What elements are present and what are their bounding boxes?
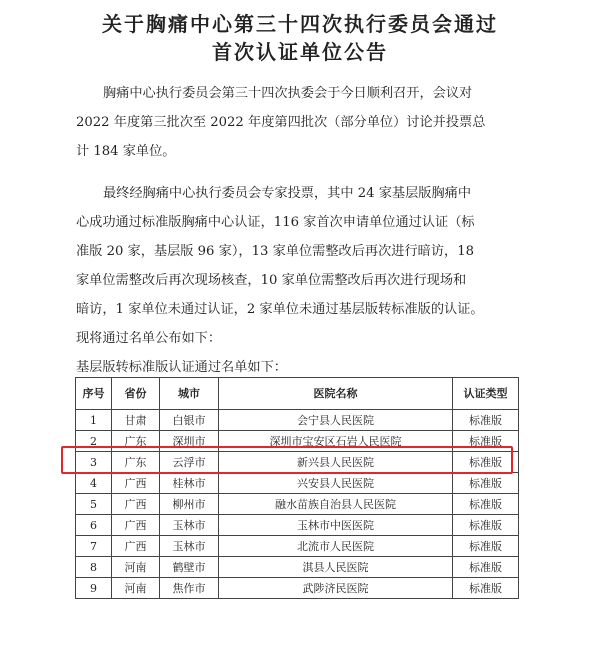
cell-province: 广东 — [112, 431, 160, 452]
cell-certification-type: 标准版 — [453, 410, 519, 431]
cell-certification-type: 标准版 — [453, 473, 519, 494]
cell-certification-type: 标准版 — [453, 578, 519, 599]
cell-hospital-name: 北流市人民医院 — [219, 536, 453, 557]
cell-city: 玉林市 — [160, 515, 219, 536]
cell-city: 玉林市 — [160, 536, 219, 557]
table-row — [76, 410, 519, 431]
cell-index: 6 — [76, 515, 112, 536]
cell-index: 4 — [76, 473, 112, 494]
table-header-row — [76, 378, 519, 410]
cell-index: 1 — [76, 410, 112, 431]
row-highlight-box — [61, 446, 513, 474]
cell-index: 3 — [76, 452, 112, 473]
cell-province: 广西 — [112, 473, 160, 494]
table-row — [76, 473, 519, 494]
cell-certification-type: 标准版 — [453, 431, 519, 452]
cell-hospital-name: 玉林市中医医院 — [219, 515, 453, 536]
paragraph-1-line-3: 计 184 家单位。 — [76, 144, 176, 159]
cell-hospital-name: 新兴县人民医院 — [219, 452, 453, 473]
list-intro: 基层版转标准版认证通过名单如下： — [76, 360, 287, 375]
cell-province: 甘肃 — [112, 410, 160, 431]
paragraph-2-line-3: 准版 20 家，基层版 96 家），13 家单位需整改后再次进行暗访，18 — [76, 244, 474, 259]
cell-certification-type: 标准版 — [453, 452, 519, 473]
cell-province: 广西 — [112, 494, 160, 515]
header-index: 序号 — [76, 378, 112, 410]
cell-province: 广东 — [112, 452, 160, 473]
document-title-line-2: 首次认证单位公告 — [212, 40, 388, 64]
cell-city: 柳州市 — [160, 494, 219, 515]
cell-city: 鹤壁市 — [160, 557, 219, 578]
header-city: 城市 — [160, 378, 219, 410]
document-title-line-1: 关于胸痛中心第三十四次执行委员会通过 — [102, 12, 498, 36]
cell-hospital-name: 武陟济民医院 — [219, 578, 453, 599]
cell-index: 5 — [76, 494, 112, 515]
paragraph-2-line-4: 家单位需整改后再次现场核查，10 家单位需整改后再次进行现场和 — [76, 273, 467, 288]
cell-certification-type: 标准版 — [453, 536, 519, 557]
table-row — [76, 557, 519, 578]
header-certification-type: 认证类型 — [453, 378, 519, 410]
certified-hospitals-table — [75, 377, 519, 599]
cell-certification-type: 标准版 — [453, 515, 519, 536]
cell-province: 河南 — [112, 557, 160, 578]
cell-province: 广西 — [112, 515, 160, 536]
paragraph-2-line-6: 现将通过名单公布如下： — [76, 331, 222, 346]
cell-hospital-name: 融水苗族自治县人民医院 — [219, 494, 453, 515]
paragraph-2-line-5: 暗访，1 家单位未通过认证，2 家单位未通过基层版转标准版的认证。 — [76, 302, 484, 317]
paragraph-2-line-1: 最终经胸痛中心执行委员会专家投票，其中 24 家基层版胸痛中 — [103, 186, 472, 201]
cell-city: 深圳市 — [160, 431, 219, 452]
cell-city: 焦作市 — [160, 578, 219, 599]
cell-certification-type: 标准版 — [453, 494, 519, 515]
cell-city: 桂林市 — [160, 473, 219, 494]
header-hospital-name: 医院名称 — [219, 378, 453, 410]
table-row — [76, 536, 519, 557]
cell-certification-type: 标准版 — [453, 557, 519, 578]
cell-index: 9 — [76, 578, 112, 599]
table-row — [76, 578, 519, 599]
cell-index: 7 — [76, 536, 112, 557]
cell-index: 8 — [76, 557, 112, 578]
cell-hospital-name: 会宁县人民医院 — [219, 410, 453, 431]
paragraph-2-line-2: 心成功通过标准版胸痛中心认证，116 家首次申请单位通过认证（标 — [76, 215, 475, 230]
header-province: 省份 — [112, 378, 160, 410]
table-row — [76, 515, 519, 536]
cell-index: 2 — [76, 431, 112, 452]
cell-hospital-name: 兴安县人民医院 — [219, 473, 453, 494]
cell-city: 云浮市 — [160, 452, 219, 473]
table-row — [76, 494, 519, 515]
cell-province: 广西 — [112, 536, 160, 557]
paragraph-1-line-2: 2022 年度第三批次至 2022 年度第四批次（部分单位）讨论并投票总 — [76, 115, 486, 130]
cell-city: 白银市 — [160, 410, 219, 431]
cell-hospital-name: 淇县人民医院 — [219, 557, 453, 578]
paragraph-1-line-1: 胸痛中心执行委员会第三十四次执委会于今日顺利召开，会议对 — [103, 86, 473, 101]
cell-province: 河南 — [112, 578, 160, 599]
cell-hospital-name: 深圳市宝安区石岩人民医院 — [219, 431, 453, 452]
